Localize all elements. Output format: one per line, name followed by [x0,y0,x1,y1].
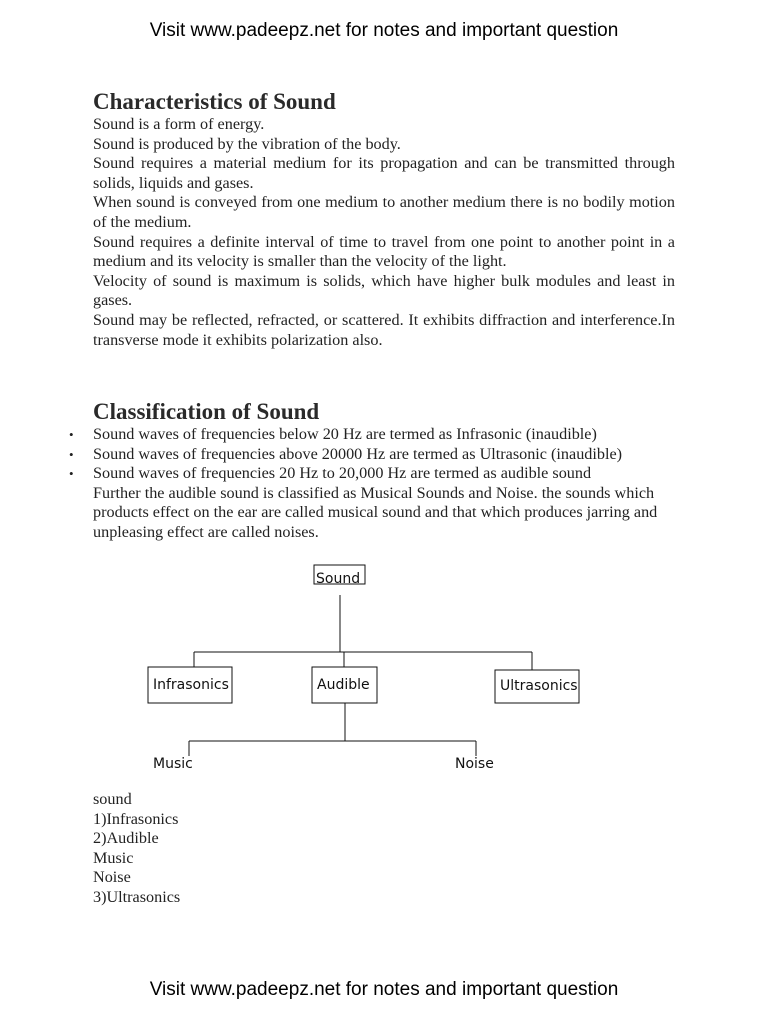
list-item [69,444,675,465]
ultrasonics-node-label: Ultrasonics [500,678,578,694]
list-item-text: Sound waves of frequencies above 20000 Hz are termed as Ultrasonic (inaudible) [93,444,623,463]
bullet-icon: • [69,466,74,482]
audible-node-label: Audible [317,677,370,693]
footer-banner: Visit www.padeepz.net for notes and important question [149,979,619,1000]
characteristics-title: Characteristics of Sound [93,89,336,114]
characteristics-paragraph: Sound may be reflected, refracted, or scattered. It exhibits diffraction and interference.In transverse mode it exhibits polarization also. [93,310,675,349]
list-item-text: Sound waves of frequencies below 20 Hz are termed as Infrasonic (inaudible) [93,425,597,443]
classification-list [69,425,675,484]
list-item: 3)Ultrasonics [93,887,181,906]
list-item [69,425,675,445]
characteristics-paragraph: Sound is a form of energy. [93,115,265,133]
classification-section [69,399,675,543]
infrasonics-node-label: Infrasonics [153,677,229,693]
classification-title: Classification of Sound [93,399,320,424]
header-banner: Visit www.padeepz.net for notes and important question [149,20,619,41]
root-node-label: Sound [316,571,361,587]
bullet-icon: • [69,427,74,442]
sound-tree-text-list [93,790,180,908]
list-item: Music [93,848,134,867]
classification-paragraph: Further the audible sound is classified as Musical Sounds and Noise. the sounds which products effect on the ear are called musical sound and that which produces jarring and unpleasing effect are called noises. [93,483,658,541]
characteristics-paragraph: Sound is produced by the vibration of the body. [93,134,401,153]
music-node-label: Music [153,756,193,772]
list-item [69,464,675,484]
noise-node-label: Noise [455,756,494,772]
sound-classification-diagram [0,555,768,785]
list-item: 2)Audible [93,829,159,848]
list-item-text: Sound waves of frequencies 20 Hz to 20,000 Hz are termed as audible sound [93,464,592,483]
characteristics-section [93,89,675,350]
list-item: Noise [93,868,131,887]
list-item: sound [93,790,132,808]
characteristics-paragraph: Sound requires a material medium for its propagation and can be transmitted through solids, liquids and gases. [93,154,675,192]
characteristics-paragraph: Velocity of sound is maximum is solids, which have higher bulk modules and least in gases. [93,271,675,310]
characteristics-paragraph: When sound is conveyed from one medium to another medium there is no bodily motion of the medium. [93,193,675,231]
diagram-connectors [0,555,768,785]
list-item: 1)Infrasonics [93,809,179,828]
bullet-icon: • [69,446,74,462]
characteristics-paragraph: Sound requires a definite interval of time to travel from one point to another point in a medium and its velocity is smaller than the velocity of the light. [93,232,675,271]
